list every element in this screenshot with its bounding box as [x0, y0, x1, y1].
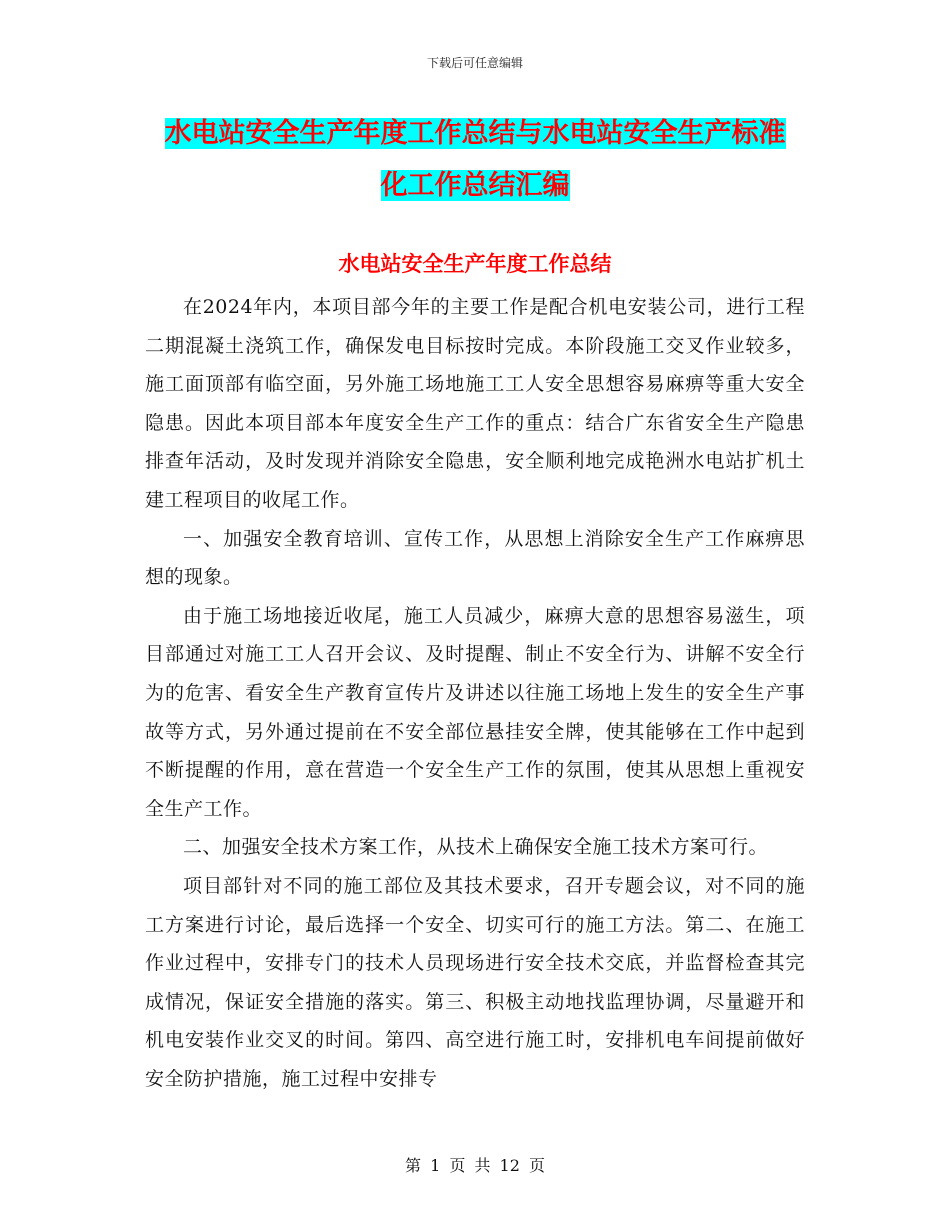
- document-title-line-1: 水电站安全生产年度工作总结与水电站安全生产标准: [164, 118, 786, 149]
- paragraph: 二、加强安全技术方案工作，从技术上确保安全施工技术方案可行。: [183, 836, 769, 859]
- paragraph: 在2024年内，本项目部今年的主要工作是配合机电安装公司，进行工程二期混凝土浇筑工作，确保发电目标按时完成。本阶段施工交叉作业较多，施工面顶部有临空面，另外施工场地施工工人安全思想容易麻痹等重大安全隐患。因此本项目部本年度安全生产工作的重点：结合广东省安全生产隐患排查年活动，及时发现并消除安全隐患，安全顺利地完成艳洲水电站扩机土建工程项目的收尾工作。: [145, 296, 805, 511]
- section-title: 水电站安全生产年度工作总结: [338, 252, 612, 276]
- paragraph: 项目部针对不同的施工部位及其技术要求，召开专题会议，对不同的施工方案进行讨论，最后选择一个安全、切实可行的施工方法。第二、在施工作业过程中，安排专门的技术人员现场进行安全技术交底，并监督检查其完成情况，保证安全措施的落实。第三、积极主动地找监理协调，尽量避开和机电安装作业交叉的时间。第四、高空进行施工时，安排机电车间提前做好安全防护措施，施工过程中安排专: [145, 874, 805, 1090]
- paragraph: 由于施工场地接近收尾，施工人员减少，麻痹大意的思想容易滋生，项目部通过对施工工人召开会议、及时提醒、制止不安全行为、讲解不安全行为的危害、看安全生产教育宣传片及讲述以往施工场地上发生的安全生产事故等方式，另外通过提前在不安全部位悬挂安全牌，使其能够在工作中起到不断提醒的作用，意在营造一个安全生产工作的氛围，使其从思想上重视安全生产工作。: [145, 604, 805, 820]
- paragraph: 一、加强安全教育培训、宣传工作，从思想上消除安全生产工作麻痹思想的现象。: [145, 527, 805, 589]
- document-title-line-2: 化工作总结汇编: [380, 170, 570, 201]
- page-header-note: 下载后可任意编辑: [426, 56, 523, 70]
- document-title: [150, 108, 800, 212]
- body-text: [145, 288, 805, 1098]
- page-footer: 第 1 页 共 12 页: [405, 1156, 545, 1175]
